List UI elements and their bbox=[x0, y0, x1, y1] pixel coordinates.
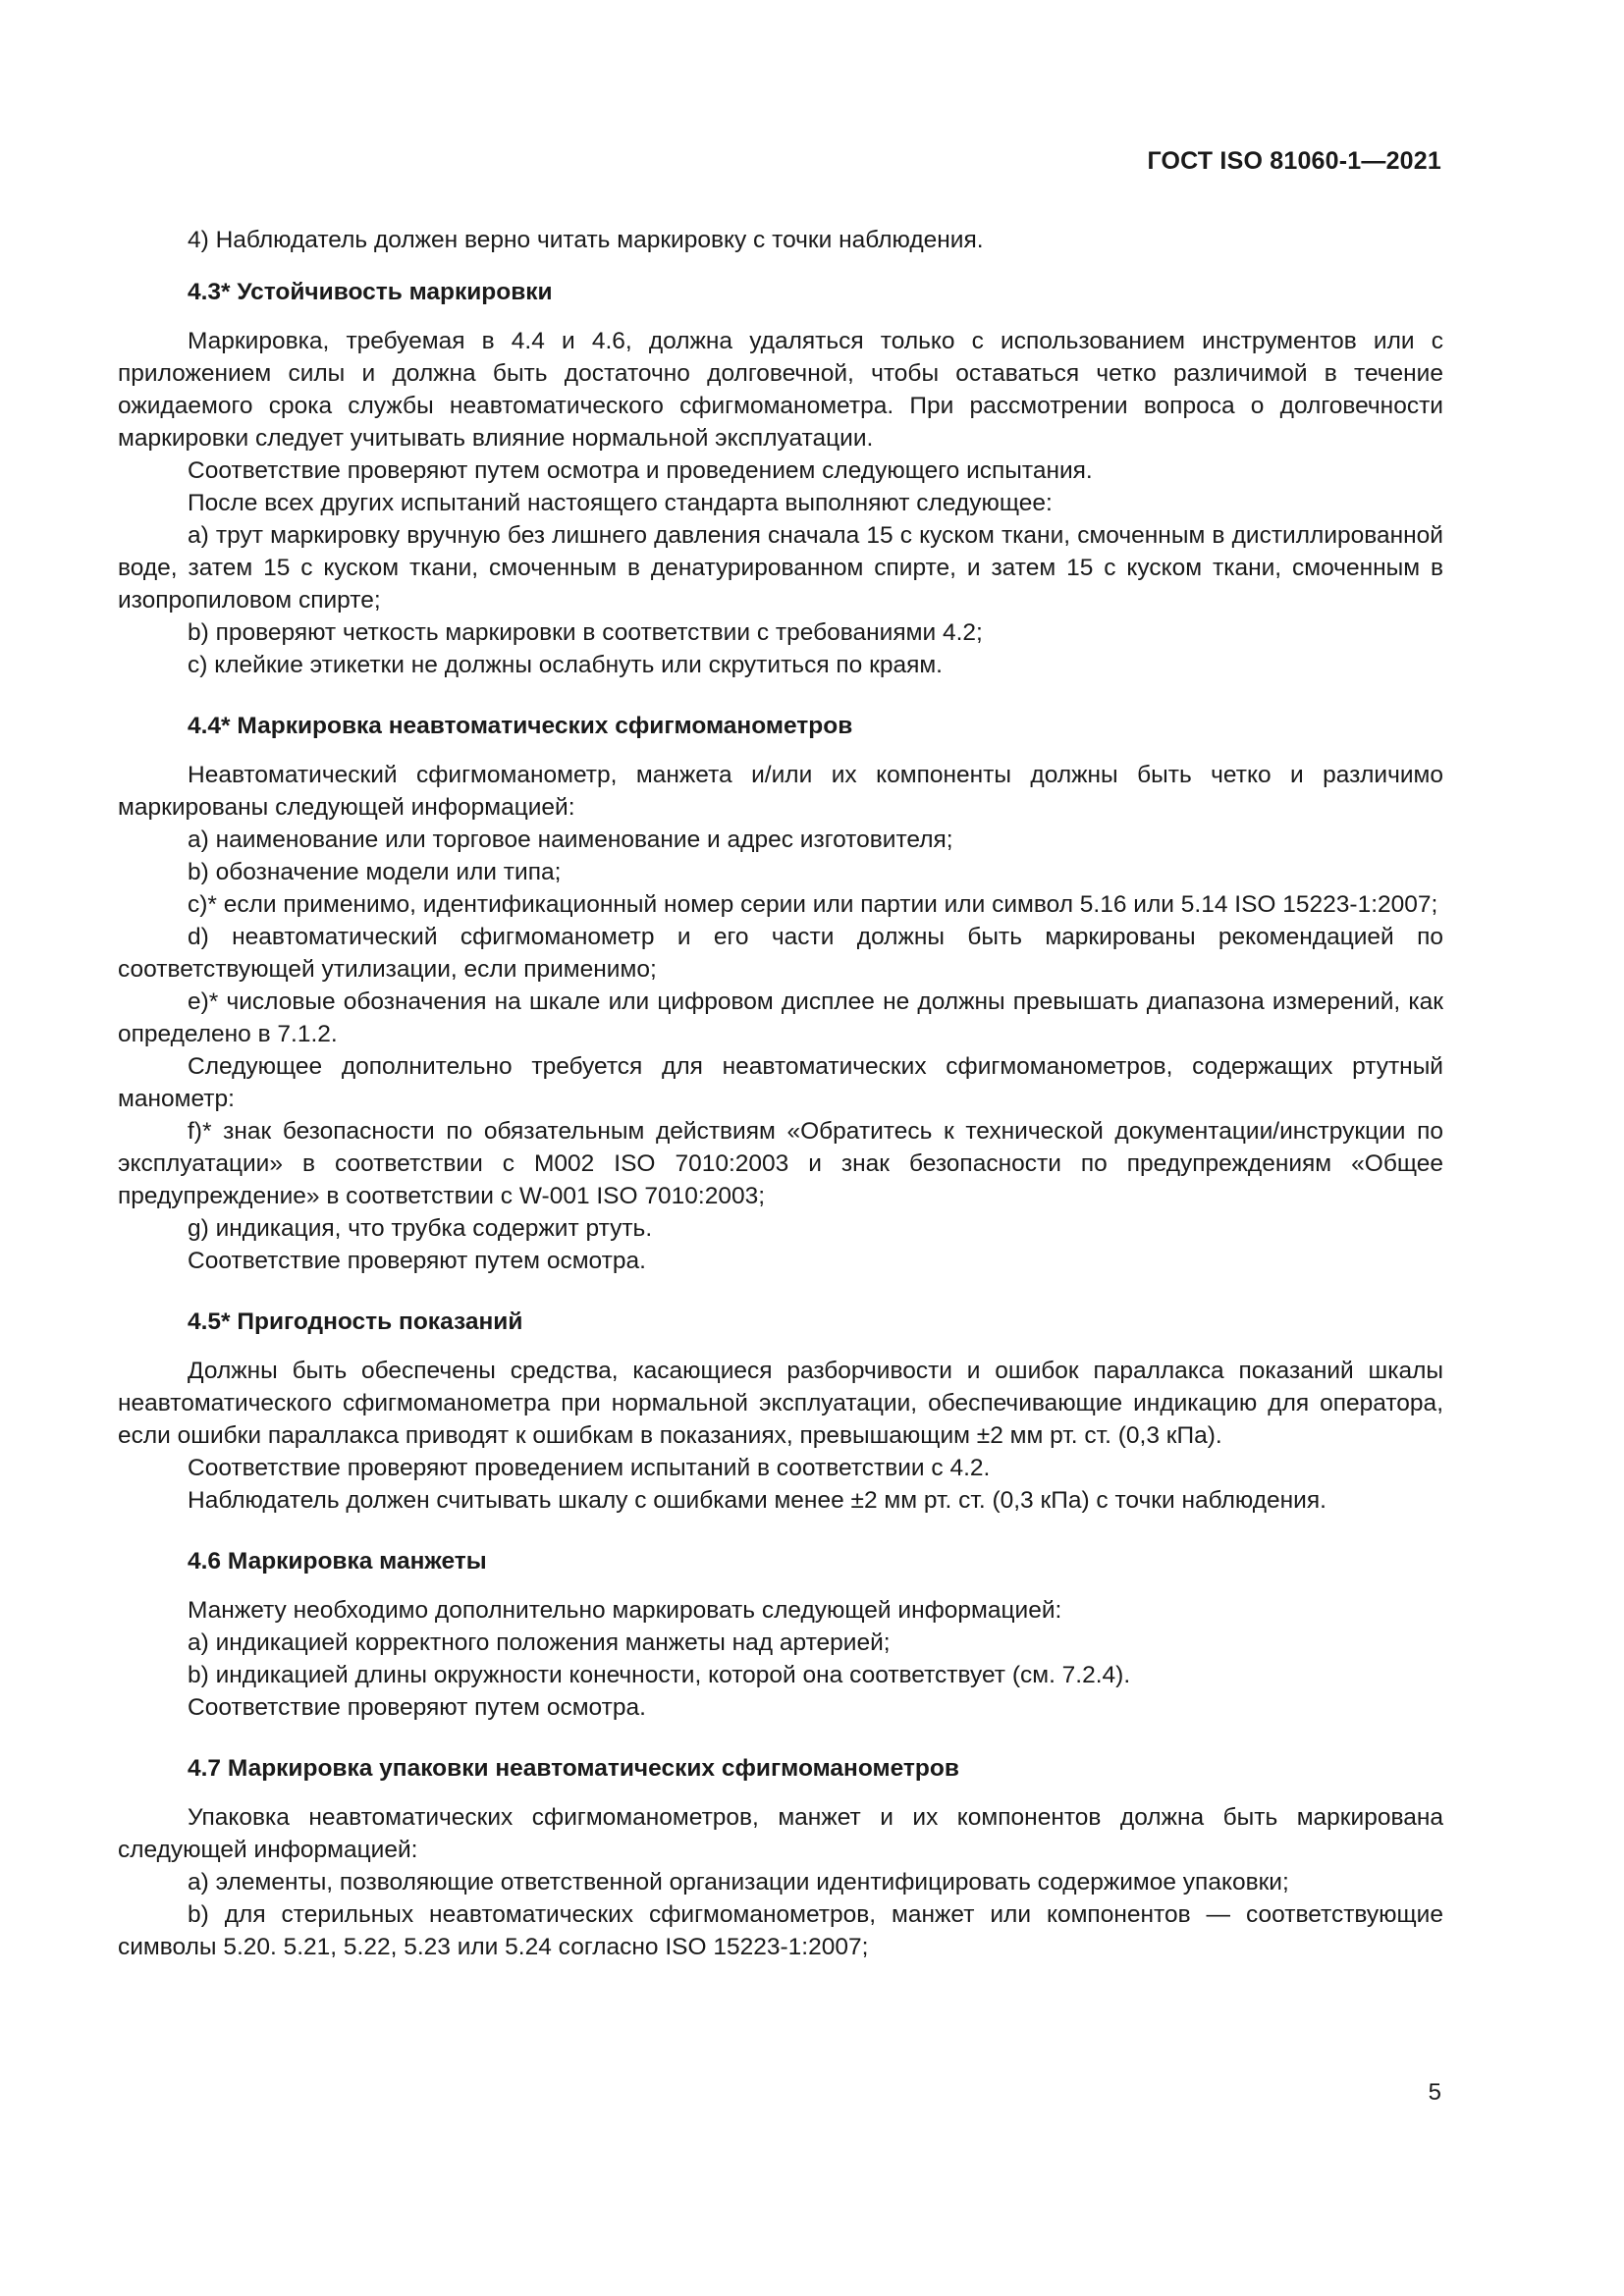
list-item: с)* если применимо, идентификационный номер серии или партии или символ 5.16 или 5.14 ISO 15223-1:2007; bbox=[188, 891, 1438, 918]
paragraph: Маркировка, требуемая в 4.4 и 4.6, должна удаляться только с использованием инструментов или с приложением силы и должна быть достаточно долговечной, чтобы оставаться четко различимой в течение ожидаемого срока службы неавтоматического сфигмоманометра. При рассмотрении вопроса о долговечности маркировки следует учитывать влияние нормальной эксплуатации. bbox=[118, 328, 1443, 452]
section-heading-4-4: 4.4* Маркировка неавтоматических сфигмоманометров bbox=[188, 713, 853, 739]
section-heading-4-6: 4.6 Маркировка манжеты bbox=[188, 1548, 487, 1575]
list-item: b) проверяют четкость маркировки в соответствии с требованиями 4.2; bbox=[188, 619, 983, 646]
paragraph: После всех других испытаний настоящего стандарта выполняют следующее: bbox=[188, 490, 1053, 516]
paragraph: Упаковка неавтоматических сфигмоманометров, манжет и их компонентов должна быть маркирована следующей информацией: bbox=[118, 1804, 1443, 1863]
list-item: а) наименование или торговое наименование и адрес изготовителя; bbox=[188, 827, 953, 853]
paragraph: 4) Наблюдатель должен верно читать маркировку с точки наблюдения. bbox=[188, 227, 984, 253]
list-item: b) обозначение модели или типа; bbox=[188, 859, 562, 885]
page-body bbox=[118, 224, 1443, 1963]
list-item: с) клейкие этикетки не должны ослабнуть или скрутиться по краям. bbox=[188, 652, 943, 678]
list-item: d) неавтоматический сфигмоманометр и его части должны быть маркированы рекомендацией по соответствующей утилизации, если применимо; bbox=[118, 924, 1443, 983]
list-item: b) индикацией длины окружности конечности, которой она соответствует (см. 7.2.4). bbox=[188, 1662, 1131, 1688]
paragraph: Соответствие проверяют проведением испытаний в соответствии с 4.2. bbox=[188, 1455, 991, 1481]
page-number: 5 bbox=[1428, 2079, 1441, 2106]
paragraph: Неавтоматический сфигмоманометр, манжета и/или их компоненты должны быть четко и различимо маркированы следующей информацией: bbox=[118, 762, 1443, 821]
list-item: b) для стерильных неавтоматических сфигмоманометров, манжет или компонентов — соответствующие символы 5.20. 5.21, 5.22, 5.23 или 5.24 согласно ISO 15223-1:2007; bbox=[118, 1901, 1443, 1960]
section-heading-4-5: 4.5* Пригодность показаний bbox=[188, 1308, 523, 1335]
list-item: а) трут маркировку вручную без лишнего давления сначала 15 с куском ткани, смоченным в дистиллированной воде, затем 15 с куском ткани, смоченным в денатурированном спирте, и затем 15 с куском ткани, смоченным в изопропиловом спирте; bbox=[118, 522, 1443, 614]
paragraph: Манжету необходимо дополнительно маркировать следующей информацией: bbox=[188, 1597, 1062, 1624]
paragraph: Наблюдатель должен считывать шкалу с ошибками менее ±2 мм рт. ст. (0,3 кПа) с точки наблюдения. bbox=[188, 1487, 1326, 1514]
paragraph: Соответствие проверяют путем осмотра. bbox=[188, 1694, 646, 1721]
list-item: а) элементы, позволяющие ответственной организации идентифицировать содержимое упаковки; bbox=[188, 1869, 1289, 1896]
paragraph: Соответствие проверяют путем осмотра и проведением следующего испытания. bbox=[188, 457, 1093, 484]
paragraph: Должны быть обеспечены средства, касающиеся разборчивости и ошибок параллакса показаний шкалы неавтоматического сфигмоманометра при нормальной эксплуатации, обеспечивающие индикацию для оператора, если ошибки параллакса приводят к ошибкам в показаниях, превышающим ±2 мм рт. ст. (0,3 кПа). bbox=[118, 1358, 1443, 1449]
section-heading-4-3: 4.3* Устойчивость маркировки bbox=[188, 279, 553, 305]
paragraph: Следующее дополнительно требуется для неавтоматических сфигмоманометров, содержащих ртутный манометр: bbox=[118, 1053, 1443, 1112]
list-item: g) индикация, что трубка содержит ртуть. bbox=[188, 1215, 653, 1242]
section-heading-4-7: 4.7 Маркировка упаковки неавтоматических сфигмоманометров bbox=[188, 1755, 959, 1782]
standard-designation: ГОСТ ISO 81060-1—2021 bbox=[1147, 147, 1441, 175]
list-item: а) индикацией корректного положения манжеты над артерией; bbox=[188, 1629, 891, 1656]
list-item: f)* знак безопасности по обязательным действиям «Обратитесь к технической документации/инструкции по эксплуатации» в соответствии с M002 ISO 7010:2003 и знак безопасности по предупреждениям «Общее предупреждение» в соответствии с W-001 ISO 7010:2003; bbox=[118, 1118, 1443, 1209]
paragraph: Соответствие проверяют путем осмотра. bbox=[188, 1248, 646, 1274]
list-item: е)* числовые обозначения на шкале или цифровом дисплее не должны превышать диапазона измерений, как определено в 7.1.2. bbox=[118, 988, 1443, 1047]
